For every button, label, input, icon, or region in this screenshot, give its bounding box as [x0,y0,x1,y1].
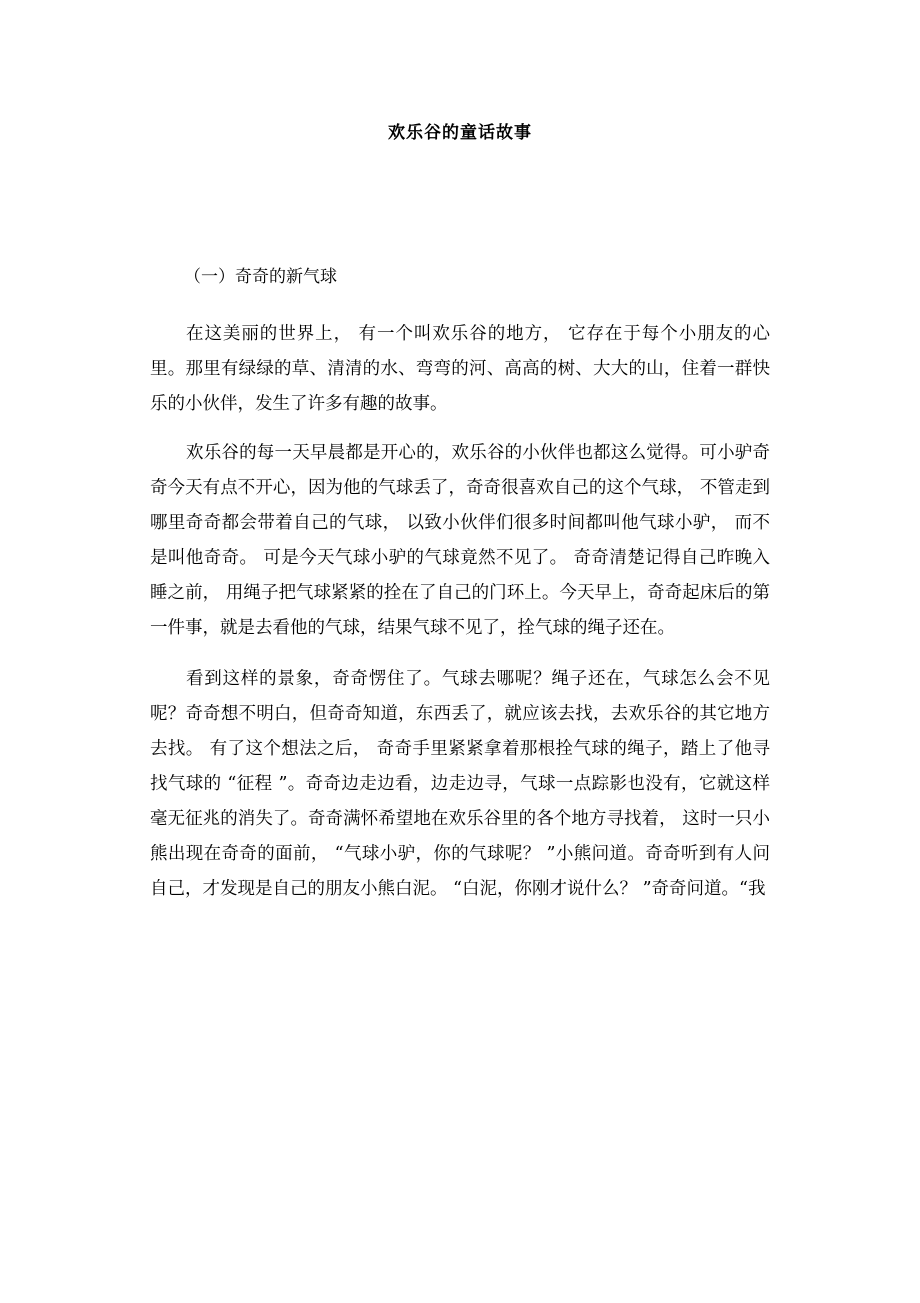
title-body-spacer [150,146,770,264]
section-heading: （一）奇奇的新气球 [184,266,337,287]
body-paragraph-3: 看到这样的景象，奇奇愣住了。气球去哪呢？绳子还在，气球怎么会不见呢？奇奇想不明白，但奇奇知道，东西丢了，就应该去找，去欢乐谷的其它地方去找。 有了这个想法之后， 奇奇手里紧紧拿着那根拴气球的绳子，踏上了他寻找气球的 “征程 ”。奇奇边走边看，边走边寻，气球一点踪影也没有，它就这样毫无征兆的消失了。奇奇满怀希望地在欢乐谷里的各个地方寻找着， 这时一只小熊出现在奇奇的面前， “气球小驴，你的气球呢？ ”小熊问道。奇奇听到有人问自己，才发现是自己的朋友小熊白泥。 “白泥，你刚才说什么？ ”奇奇问道。“我 [150,668,770,899]
body-paragraph-1: 在这美丽的世界上， 有一个叫欢乐谷的地方， 它存在于每个小朋友的心里。那里有绿绿的草、清清的水、弯弯的河、高高的树、大大的山，住着一群快乐的小伙伴，发生了许多有趣的故事。 [150,323,770,414]
page-title: 欢乐谷的童话故事 [388,123,532,143]
body-paragraph-2: 欢乐谷的每一天早晨都是开心的，欢乐谷的小伙伴也都这么觉得。可小驴奇奇今天有点不开心，因为他的气球丢了，奇奇很喜欢自己的这个气球， 不管走到哪里奇奇都会带着自己的气球， 以致小伙伴们很多时间都叫他气球小驴， 而不是叫他奇奇。 可是今天气球小驴的气球竟然不见了。 奇奇清楚记得自己昨晚入睡之前， 用绳子把气球紧紧的拴在了自己的门环上。今天早上，奇奇起床后的第一件事，就是去看他的气球，结果气球不见了，拴气球的绳子还在。 [150,442,770,638]
